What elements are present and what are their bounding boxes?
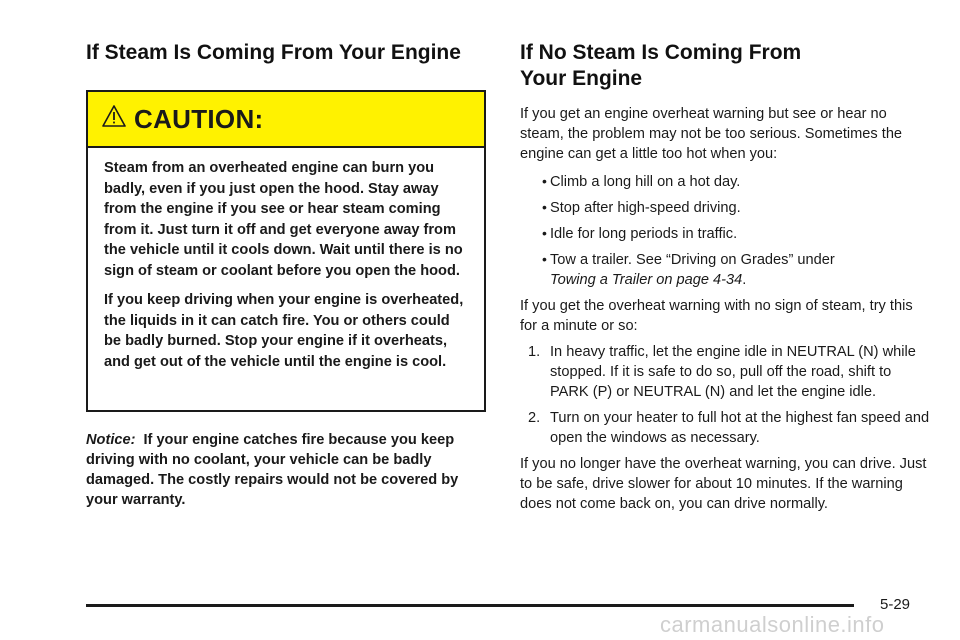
right-heading [520, 40, 930, 92]
right-heading-line2: Your Engine [520, 67, 643, 90]
intro-paragraph: If you get an engine overheat warning but see or hear no steam, the problem may not be too serious. Sometimes the engine can get a little too hot when you: [520, 106, 903, 162]
list-item-text: Tow a trailer. See “Driving on Grades” under [550, 252, 835, 268]
left-heading: If Steam Is Coming From Your Engine [86, 41, 461, 64]
notice-label: Notice: [86, 432, 136, 448]
caution-paragraph: If you keep driving when your engine is overheated, the liquids in it can catch fire. You or others could be badly burned. Stop your engine if it overheats, and get out of the vehicle until the engine is cool. [104, 292, 464, 370]
list-item-text: Idle for long periods in traffic. [550, 226, 738, 242]
caution-box [86, 90, 486, 412]
notice-text: If your engine catches fire because you keep driving with no coolant, your vehicle can be badly damaged. The costly repairs would not be covered by your warranty. [86, 432, 459, 508]
list-item-text: Climb a long hill on a hot day. [550, 174, 741, 190]
instructions-paragraph: If you get the overheat warning with no sign of steam, try this for a minute or so: [520, 298, 913, 334]
list-item [520, 172, 930, 192]
step-number: 1. [528, 344, 541, 360]
left-column [86, 40, 490, 66]
step-item [520, 408, 930, 448]
conditions-list [520, 172, 930, 290]
list-item [520, 250, 930, 290]
page-number: 5-29 [880, 596, 911, 613]
bullet-icon: • [542, 173, 547, 189]
right-heading-line1: If No Steam Is Coming From [520, 41, 802, 64]
list-item [520, 224, 930, 244]
bullet-icon: • [542, 199, 547, 215]
notice [86, 430, 486, 510]
bullet-icon: • [542, 225, 547, 241]
warning-triangle-icon [102, 104, 126, 128]
right-column [520, 40, 930, 514]
list-item-text: Stop after high-speed driving. [550, 200, 741, 216]
steps-list [520, 342, 930, 448]
step-text: In heavy traffic, let the engine idle in NEUTRAL (N) while stopped. If it is safe to do so, pull off the road, shift to PARK (P) or NEUTRAL (N) and let the engine idle. [550, 344, 916, 400]
caution-paragraph: Steam from an overheated engine can burn you badly, even if you just open the hood. Stay away from the engine if you see or hear steam coming from it. Just turn it off and get everyone away from the vehicle until it cools down. Wait until there is no sign of steam or coolant before you open the hood. [104, 160, 463, 279]
caution-title: CAUTION: [134, 104, 264, 134]
caution-header [88, 92, 484, 148]
list-item-end: . [742, 272, 747, 288]
watermark: carmanualsonline.info [660, 612, 885, 637]
step-text: Turn on your heater to full hot at the highest fan speed and open the windows as necessary. [550, 410, 930, 446]
caution-body [88, 148, 484, 372]
footer-rule [86, 604, 854, 607]
cross-reference-link[interactable]: Towing a Trailer on page 4-34 [550, 272, 743, 288]
step-item [520, 342, 930, 402]
bullet-icon: • [542, 251, 547, 267]
step-number: 2. [528, 410, 541, 426]
list-item [520, 198, 930, 218]
closing-paragraph: If you no longer have the overheat warning, you can drive. Just to be safe, drive slower for about 10 minutes. If the warning does not come back on, you can drive normally. [520, 456, 927, 512]
